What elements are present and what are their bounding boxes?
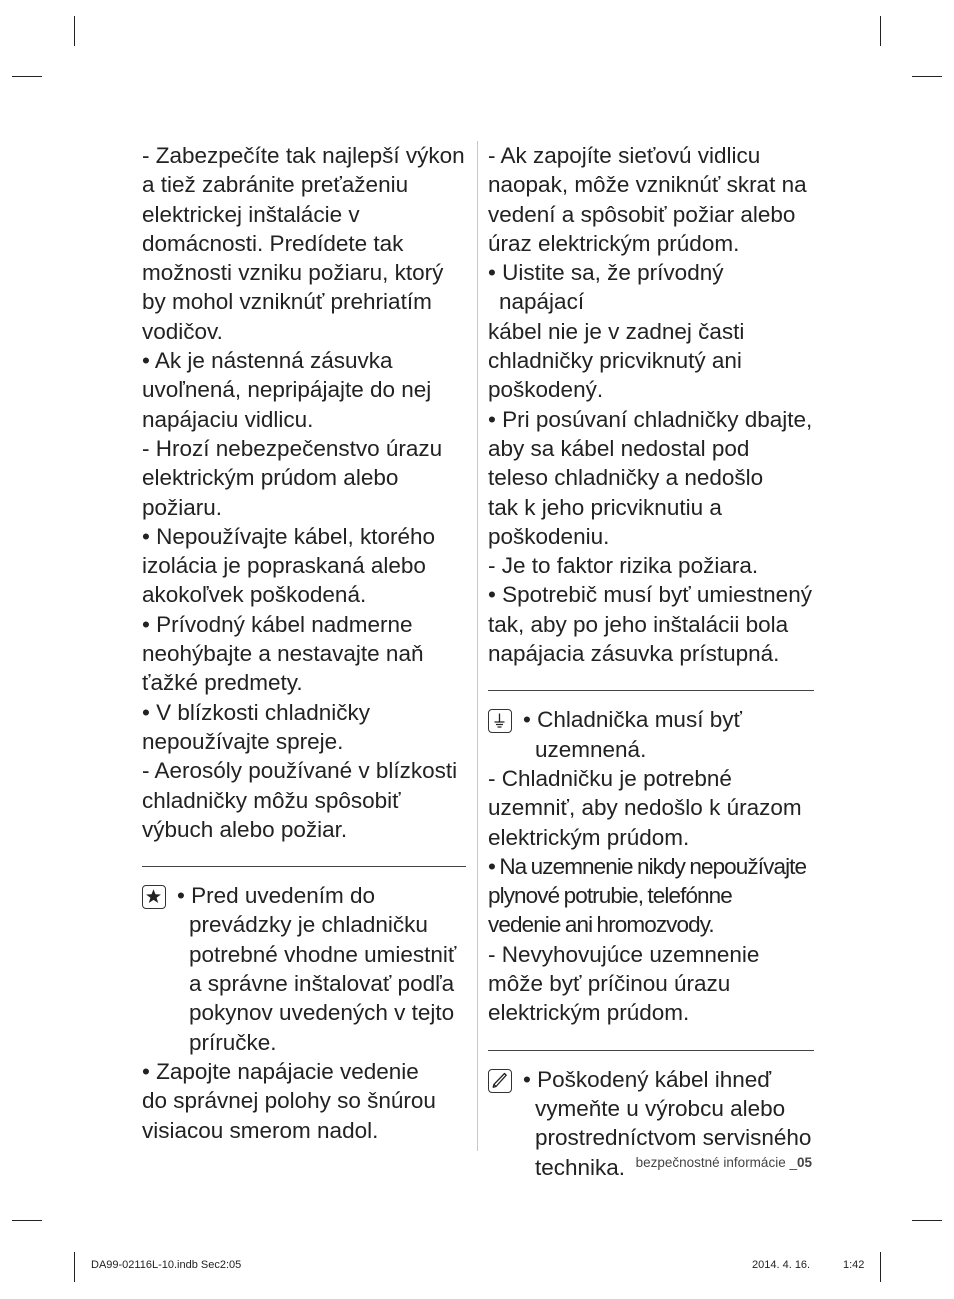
text-line: tak k jeho pricviknutiu a — [488, 494, 722, 520]
text-line: teleso chladničky a nedošlo — [488, 465, 764, 491]
dash-item — [488, 940, 814, 1028]
text-line: napájaciu vidlicu. — [142, 406, 314, 432]
left-after-note-list — [142, 1057, 466, 1145]
text-line: elektrickým prúdom. — [488, 824, 690, 850]
bullet-item — [142, 610, 466, 698]
dash-item — [488, 764, 814, 852]
page-number: 05 — [796, 1155, 812, 1170]
section-separator — [142, 866, 466, 867]
text-line: úraz elektrickým prúdom. — [488, 230, 740, 256]
text-line: chladničky môžu spôsobiť — [142, 787, 401, 813]
dash-item — [142, 141, 466, 346]
bullet-item — [488, 580, 814, 668]
slug-time: 1:42 — [843, 1259, 865, 1271]
phone-icon — [488, 1069, 512, 1093]
section-separator — [488, 1050, 814, 1051]
right-column — [488, 141, 814, 1182]
text-line: vedení a spôsobiť požiar alebo — [488, 201, 796, 227]
note-text-line: prevádzky je chladničku — [189, 912, 428, 938]
note-text-line: technika. — [535, 1154, 626, 1180]
text-line: • Ak je nástenná zásuvka — [142, 348, 393, 374]
text-line: uzemniť, aby nedošlo k úrazom — [488, 795, 802, 821]
footer-section-label: bezpečnostné informácie _ — [635, 1155, 797, 1170]
note-text-line: prostredníctvom servisného — [535, 1125, 812, 1151]
text-line: neohýbajte a nestavajte naň — [142, 641, 424, 667]
text-line: akokoľvek poškodená. — [142, 582, 367, 608]
text-line: • Nepoužívajte kábel, ktorého — [142, 523, 436, 549]
text-line: vedenie ani hromozvody. — [488, 912, 714, 938]
left-column — [142, 141, 466, 1145]
text-line: naopak, môže vzniknúť skrat na — [488, 172, 807, 198]
ground-after-list — [488, 764, 814, 1028]
text-line: • Spotrebič musí byť umiestnený — [488, 582, 812, 608]
text-line: • Zapojte napájacie vedenie — [142, 1058, 419, 1084]
text-line: - Chladničku je potrebné — [488, 765, 732, 791]
text-line: aby sa kábel nedostal pod — [488, 435, 750, 461]
bullet-item — [488, 852, 814, 940]
bullet-item — [488, 258, 814, 404]
text-line: môže byť príčinou úrazu — [488, 971, 731, 997]
text-line: • V blízkosti chladničky — [142, 699, 370, 725]
bullet-item — [142, 522, 466, 610]
text-line: tak, aby po jeho inštalácii bola — [488, 611, 789, 637]
bullet-item — [142, 1057, 466, 1145]
dash-item — [488, 551, 814, 580]
note-text-line: uzemnená. — [535, 736, 647, 762]
crop-mark — [12, 1220, 42, 1221]
text-line: • Pri posúvaní chladničky dbajte, — [488, 406, 813, 432]
dash-item — [142, 434, 466, 522]
text-line: nepoužívajte spreje. — [142, 728, 344, 754]
note-text-line: pokynov uvedených v tejto — [189, 1000, 455, 1026]
crop-mark — [12, 76, 42, 77]
left-list — [142, 141, 466, 844]
text-line: • Prívodný kábel nadmerne — [142, 611, 413, 637]
text-line: ťažké predmety. — [142, 670, 303, 696]
text-line: visiacou smerom nadol. — [142, 1117, 379, 1143]
text-line: - Zabezpečíte tak najlepší výkon — [142, 143, 465, 168]
text-line: a tiež zabránite preťaženiu — [142, 172, 409, 198]
bullet-item — [142, 346, 466, 434]
note-text-line: a správne inštalovať podľa — [189, 971, 455, 997]
note-text-line: • Pred uvedením do — [177, 883, 375, 909]
text-line: vodičov. — [142, 318, 223, 344]
crop-mark — [74, 1252, 75, 1282]
text-line: - Aerosóly používané v blízkosti — [142, 758, 458, 784]
text-line: výbuch alebo požiar. — [142, 816, 348, 842]
section-separator — [488, 690, 814, 691]
text-line: - Ak zapojíte sieťovú vidlicu — [488, 143, 761, 168]
bullet-item — [488, 405, 814, 551]
dash-item — [488, 141, 814, 258]
text-line: plynové potrubie, telefónne — [488, 883, 732, 909]
note-text-line: príručke. — [189, 1029, 277, 1055]
crop-mark — [880, 1252, 881, 1282]
text-line: elektrickej inštalácie v — [142, 201, 360, 227]
note-text-line: • Poškodený kábel ihneď — [523, 1066, 772, 1092]
text-line: požiaru. — [142, 494, 223, 520]
crop-mark — [74, 16, 75, 46]
text-line: do správnej polohy so šnúrou — [142, 1088, 436, 1114]
right-list — [488, 141, 814, 668]
dash-item — [142, 756, 466, 844]
text-line: elektrickým prúdom alebo — [142, 465, 399, 491]
text-line: poškodeniu. — [488, 523, 610, 549]
page-footer — [560, 1155, 812, 1170]
bullet-item — [142, 698, 466, 757]
text-line: kábel nie je v zadnej časti — [488, 318, 745, 344]
crop-mark — [912, 76, 942, 77]
note-text-line: potrebné vhodne umiestniť — [189, 941, 457, 967]
text-line: elektrickým prúdom. — [488, 1000, 690, 1026]
text-line: napájacia zásuvka prístupná. — [488, 641, 780, 667]
ground-note — [488, 705, 814, 764]
slug-file: DA99-02116L-10.indb Sec2:05 — [91, 1259, 242, 1271]
text-line: poškodený. — [488, 377, 604, 403]
text-line: - Nevyhovujúce uzemnenie — [488, 941, 760, 967]
column-divider — [477, 141, 478, 1151]
note-text-line: • Chladnička musí byť — [523, 707, 742, 733]
text-line: domácnosti. Predídete tak — [142, 230, 404, 256]
text-line: - Hrozí nebezpečenstvo úrazu — [142, 435, 443, 461]
text-line: uvoľnená, nepripájajte do nej — [142, 377, 432, 403]
text-line: - Je to faktor rizika požiara. — [488, 553, 759, 579]
text-line: možnosti vzniku požiaru, ktorý — [142, 260, 444, 286]
star-icon — [142, 885, 166, 909]
slug-date: 2014. 4. 16. — [752, 1259, 811, 1271]
text-line: chladničky pricviknutý ani — [488, 348, 742, 374]
text-line: • Uistite sa, že prívodný napájací — [488, 260, 724, 315]
note-text-line: vymeňte u výrobcu alebo — [535, 1095, 786, 1121]
crop-mark — [880, 16, 881, 46]
ground-icon — [488, 709, 512, 733]
crop-mark — [912, 1220, 942, 1221]
text-line: by mohol vzniknúť prehriatím — [142, 289, 432, 315]
text-line: izolácia je popraskaná alebo — [142, 553, 426, 579]
text-line: • Na uzemnenie nikdy nepoužívajte — [488, 853, 807, 879]
star-note — [142, 881, 466, 1057]
